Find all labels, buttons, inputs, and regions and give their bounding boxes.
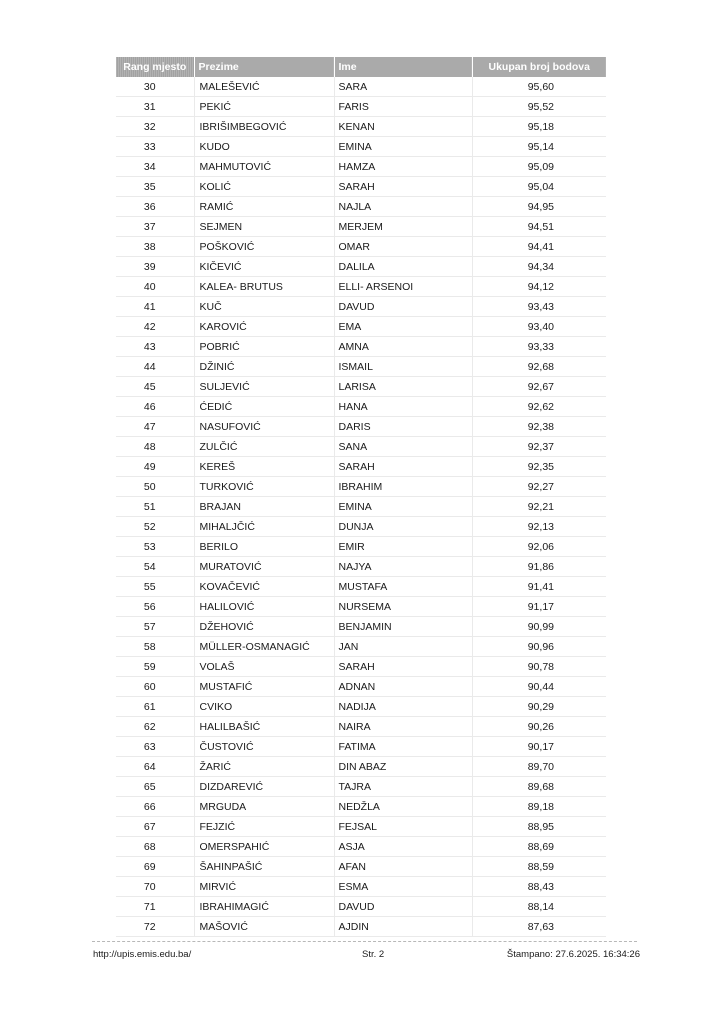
rank-cell: 33 xyxy=(116,137,194,157)
table-row xyxy=(116,417,606,437)
surname-cell: ČUSTOVIĆ xyxy=(194,737,334,757)
rank-cell: 69 xyxy=(116,857,194,877)
name-cell: SARAH xyxy=(334,457,472,477)
surname-cell: ŽARIĆ xyxy=(194,757,334,777)
rank-cell: 40 xyxy=(116,277,194,297)
name-cell: SARA xyxy=(334,77,472,97)
points-cell: 90,96 xyxy=(472,637,606,657)
surname-cell: SULJEVIĆ xyxy=(194,377,334,397)
table-row xyxy=(116,637,606,657)
points-cell: 87,63 xyxy=(472,917,606,937)
points-cell: 91,17 xyxy=(472,597,606,617)
name-cell: NADIJA xyxy=(334,697,472,717)
table-row xyxy=(116,197,606,217)
table-row xyxy=(116,237,606,257)
points-cell: 88,43 xyxy=(472,877,606,897)
table-row xyxy=(116,897,606,917)
rank-cell: 54 xyxy=(116,557,194,577)
rank-cell: 71 xyxy=(116,897,194,917)
surname-cell: MUSTAFIĆ xyxy=(194,677,334,697)
surname-cell: TURKOVIĆ xyxy=(194,477,334,497)
rank-cell: 45 xyxy=(116,377,194,397)
points-cell: 88,95 xyxy=(472,817,606,837)
points-cell: 92,27 xyxy=(472,477,606,497)
table-row xyxy=(116,717,606,737)
name-cell: NAJYA xyxy=(334,557,472,577)
points-cell: 92,38 xyxy=(472,417,606,437)
rank-cell: 61 xyxy=(116,697,194,717)
table-row xyxy=(116,437,606,457)
surname-cell: KUDO xyxy=(194,137,334,157)
name-cell: TAJRA xyxy=(334,777,472,797)
table-row xyxy=(116,337,606,357)
header-rank: Rang mjesto xyxy=(116,57,194,77)
table-header xyxy=(116,57,606,77)
surname-cell: NASUFOVIĆ xyxy=(194,417,334,437)
surname-cell: IBRAHIMAGIĆ xyxy=(194,897,334,917)
points-cell: 92,62 xyxy=(472,397,606,417)
rank-cell: 35 xyxy=(116,177,194,197)
name-cell: HAMZA xyxy=(334,157,472,177)
rank-cell: 59 xyxy=(116,657,194,677)
points-cell: 88,59 xyxy=(472,857,606,877)
points-cell: 90,44 xyxy=(472,677,606,697)
table-row xyxy=(116,277,606,297)
name-cell: FEJSAL xyxy=(334,817,472,837)
points-cell: 89,68 xyxy=(472,777,606,797)
surname-cell: ZULČIĆ xyxy=(194,437,334,457)
name-cell: DARIS xyxy=(334,417,472,437)
name-cell: SANA xyxy=(334,437,472,457)
points-cell: 95,04 xyxy=(472,177,606,197)
points-cell: 93,33 xyxy=(472,337,606,357)
name-cell: DIN ABAZ xyxy=(334,757,472,777)
rank-cell: 50 xyxy=(116,477,194,497)
points-cell: 89,70 xyxy=(472,757,606,777)
points-cell: 93,40 xyxy=(472,317,606,337)
rank-cell: 49 xyxy=(116,457,194,477)
points-cell: 93,43 xyxy=(472,297,606,317)
rank-cell: 31 xyxy=(116,97,194,117)
points-cell: 91,41 xyxy=(472,577,606,597)
table-row xyxy=(116,317,606,337)
table-row xyxy=(116,597,606,617)
surname-cell: POŠKOVIĆ xyxy=(194,237,334,257)
table-row xyxy=(116,557,606,577)
header-points: Ukupan broj bodova xyxy=(472,57,606,77)
rank-cell: 38 xyxy=(116,237,194,257)
surname-cell: ŠAHINPAŠIĆ xyxy=(194,857,334,877)
surname-cell: KOLIĆ xyxy=(194,177,334,197)
points-cell: 90,29 xyxy=(472,697,606,717)
table-row xyxy=(116,757,606,777)
table-row xyxy=(116,837,606,857)
rank-cell: 67 xyxy=(116,817,194,837)
results-table xyxy=(116,57,606,937)
points-cell: 92,06 xyxy=(472,537,606,557)
rank-cell: 39 xyxy=(116,257,194,277)
points-cell: 94,34 xyxy=(472,257,606,277)
surname-cell: MIHALJČIĆ xyxy=(194,517,334,537)
name-cell: ESMA xyxy=(334,877,472,897)
surname-cell: MAHMUTOVIĆ xyxy=(194,157,334,177)
points-cell: 94,41 xyxy=(472,237,606,257)
name-cell: DALILA xyxy=(334,257,472,277)
rank-cell: 30 xyxy=(116,77,194,97)
footer-printed-timestamp: Štampano: 27.6.2025. 16:34:26 xyxy=(506,949,640,960)
table-row xyxy=(116,917,606,937)
rank-cell: 63 xyxy=(116,737,194,757)
table-row xyxy=(116,297,606,317)
surname-cell: KEREŠ xyxy=(194,457,334,477)
surname-cell: KOVAČEVIĆ xyxy=(194,577,334,597)
points-cell: 94,12 xyxy=(472,277,606,297)
table-row xyxy=(116,257,606,277)
surname-cell: FEJZIĆ xyxy=(194,817,334,837)
surname-cell: HALILBAŠIĆ xyxy=(194,717,334,737)
header-name: Ime xyxy=(334,57,472,77)
points-cell: 92,13 xyxy=(472,517,606,537)
rank-cell: 62 xyxy=(116,717,194,737)
table-row xyxy=(116,517,606,537)
name-cell: EMINA xyxy=(334,137,472,157)
table-row xyxy=(116,617,606,637)
surname-cell: OMERSPAHIĆ xyxy=(194,837,334,857)
points-cell: 92,37 xyxy=(472,437,606,457)
points-cell: 95,14 xyxy=(472,137,606,157)
table-row xyxy=(116,157,606,177)
surname-cell: KALEA- BRUTUS xyxy=(194,277,334,297)
surname-cell: POBRIĆ xyxy=(194,337,334,357)
rank-cell: 68 xyxy=(116,837,194,857)
rank-cell: 56 xyxy=(116,597,194,617)
surname-cell: KUČ xyxy=(194,297,334,317)
points-cell: 94,51 xyxy=(472,217,606,237)
surname-cell: PEKIĆ xyxy=(194,97,334,117)
surname-cell: DIZDAREVIĆ xyxy=(194,777,334,797)
table-row xyxy=(116,217,606,237)
rank-cell: 47 xyxy=(116,417,194,437)
name-cell: SARAH xyxy=(334,177,472,197)
header-surname: Prezime xyxy=(194,57,334,77)
name-cell: ASJA xyxy=(334,837,472,857)
surname-cell: CVIKO xyxy=(194,697,334,717)
rank-cell: 37 xyxy=(116,217,194,237)
points-cell: 88,14 xyxy=(472,897,606,917)
name-cell: ISMAIL xyxy=(334,357,472,377)
name-cell: FARIS xyxy=(334,97,472,117)
name-cell: HANA xyxy=(334,397,472,417)
name-cell: LARISA xyxy=(334,377,472,397)
rank-cell: 44 xyxy=(116,357,194,377)
table-row xyxy=(116,777,606,797)
name-cell: ADNAN xyxy=(334,677,472,697)
table-row xyxy=(116,877,606,897)
rank-cell: 34 xyxy=(116,157,194,177)
surname-cell: DŽEHOVIĆ xyxy=(194,617,334,637)
name-cell: JAN xyxy=(334,637,472,657)
name-cell: NEDŽLA xyxy=(334,797,472,817)
table-row xyxy=(116,357,606,377)
rank-cell: 64 xyxy=(116,757,194,777)
table-row xyxy=(116,77,606,97)
table-row xyxy=(116,397,606,417)
table-row xyxy=(116,497,606,517)
name-cell: AMNA xyxy=(334,337,472,357)
points-cell: 92,35 xyxy=(472,457,606,477)
rank-cell: 48 xyxy=(116,437,194,457)
points-cell: 92,68 xyxy=(472,357,606,377)
rank-cell: 66 xyxy=(116,797,194,817)
rank-cell: 55 xyxy=(116,577,194,597)
surname-cell: MURATOVIĆ xyxy=(194,557,334,577)
name-cell: IBRAHIM xyxy=(334,477,472,497)
table-row xyxy=(116,797,606,817)
name-cell: EMIR xyxy=(334,537,472,557)
rank-cell: 42 xyxy=(116,317,194,337)
name-cell: EMINA xyxy=(334,497,472,517)
surname-cell: MÜLLER-OSMANAGIĆ xyxy=(194,637,334,657)
name-cell: DAVUD xyxy=(334,297,472,317)
name-cell: FATIMA xyxy=(334,737,472,757)
rank-cell: 51 xyxy=(116,497,194,517)
table-row xyxy=(116,477,606,497)
footer-divider xyxy=(92,941,637,942)
table-row xyxy=(116,177,606,197)
rank-cell: 53 xyxy=(116,537,194,557)
surname-cell: MRGUDA xyxy=(194,797,334,817)
surname-cell: MALEŠEVIĆ xyxy=(194,77,334,97)
surname-cell: KIČEVIĆ xyxy=(194,257,334,277)
name-cell: MUSTAFA xyxy=(334,577,472,597)
surname-cell: BRAJAN xyxy=(194,497,334,517)
table-row xyxy=(116,137,606,157)
name-cell: NAIRA xyxy=(334,717,472,737)
points-cell: 92,67 xyxy=(472,377,606,397)
name-cell: MERJEM xyxy=(334,217,472,237)
name-cell: DAVUD xyxy=(334,897,472,917)
points-cell: 91,86 xyxy=(472,557,606,577)
surname-cell: RAMIĆ xyxy=(194,197,334,217)
points-cell: 89,18 xyxy=(472,797,606,817)
points-cell: 90,17 xyxy=(472,737,606,757)
name-cell: NAJLA xyxy=(334,197,472,217)
name-cell: BENJAMIN xyxy=(334,617,472,637)
surname-cell: MAŠOVIĆ xyxy=(194,917,334,937)
surname-cell: BERILO xyxy=(194,537,334,557)
table-row xyxy=(116,457,606,477)
rank-cell: 57 xyxy=(116,617,194,637)
points-cell: 90,26 xyxy=(472,717,606,737)
rank-cell: 70 xyxy=(116,877,194,897)
points-cell: 90,99 xyxy=(472,617,606,637)
points-cell: 94,95 xyxy=(472,197,606,217)
points-cell: 92,21 xyxy=(472,497,606,517)
surname-cell: KAROVIĆ xyxy=(194,317,334,337)
table-row xyxy=(116,537,606,557)
surname-cell: HALILOVIĆ xyxy=(194,597,334,617)
points-cell: 95,18 xyxy=(472,117,606,137)
table-row xyxy=(116,857,606,877)
rank-cell: 52 xyxy=(116,517,194,537)
name-cell: AFAN xyxy=(334,857,472,877)
table-row xyxy=(116,377,606,397)
rank-cell: 65 xyxy=(116,777,194,797)
name-cell: OMAR xyxy=(334,237,472,257)
name-cell: ELLI- ARSENOI xyxy=(334,277,472,297)
table-row xyxy=(116,737,606,757)
rank-cell: 46 xyxy=(116,397,194,417)
table-row xyxy=(116,117,606,137)
rank-cell: 43 xyxy=(116,337,194,357)
name-cell: DUNJA xyxy=(334,517,472,537)
points-cell: 95,60 xyxy=(472,77,606,97)
table-row xyxy=(116,97,606,117)
rank-cell: 32 xyxy=(116,117,194,137)
table-row xyxy=(116,657,606,677)
table-row xyxy=(116,817,606,837)
rank-cell: 60 xyxy=(116,677,194,697)
surname-cell: DŽINIĆ xyxy=(194,357,334,377)
surname-cell: IBRIŠIMBEGOVIĆ xyxy=(194,117,334,137)
points-cell: 95,52 xyxy=(472,97,606,117)
points-cell: 90,78 xyxy=(472,657,606,677)
header-row xyxy=(116,57,606,77)
footer-url: http://upis.emis.edu.ba/ xyxy=(93,949,192,960)
table-body xyxy=(116,77,606,937)
table-row xyxy=(116,677,606,697)
rank-cell: 41 xyxy=(116,297,194,317)
name-cell: NURSEMA xyxy=(334,597,472,617)
name-cell: EMA xyxy=(334,317,472,337)
points-cell: 88,69 xyxy=(472,837,606,857)
name-cell: KENAN xyxy=(334,117,472,137)
surname-cell: ĆEDIĆ xyxy=(194,397,334,417)
rank-cell: 36 xyxy=(116,197,194,217)
name-cell: SARAH xyxy=(334,657,472,677)
name-cell: AJDIN xyxy=(334,917,472,937)
surname-cell: VOLAŠ xyxy=(194,657,334,677)
table-row xyxy=(116,577,606,597)
surname-cell: MIRVIĆ xyxy=(194,877,334,897)
footer-page-number: Str. 2 xyxy=(362,949,385,960)
surname-cell: SEJMEN xyxy=(194,217,334,237)
rank-cell: 58 xyxy=(116,637,194,657)
table-row xyxy=(116,697,606,717)
rank-cell: 72 xyxy=(116,917,194,937)
points-cell: 95,09 xyxy=(472,157,606,177)
